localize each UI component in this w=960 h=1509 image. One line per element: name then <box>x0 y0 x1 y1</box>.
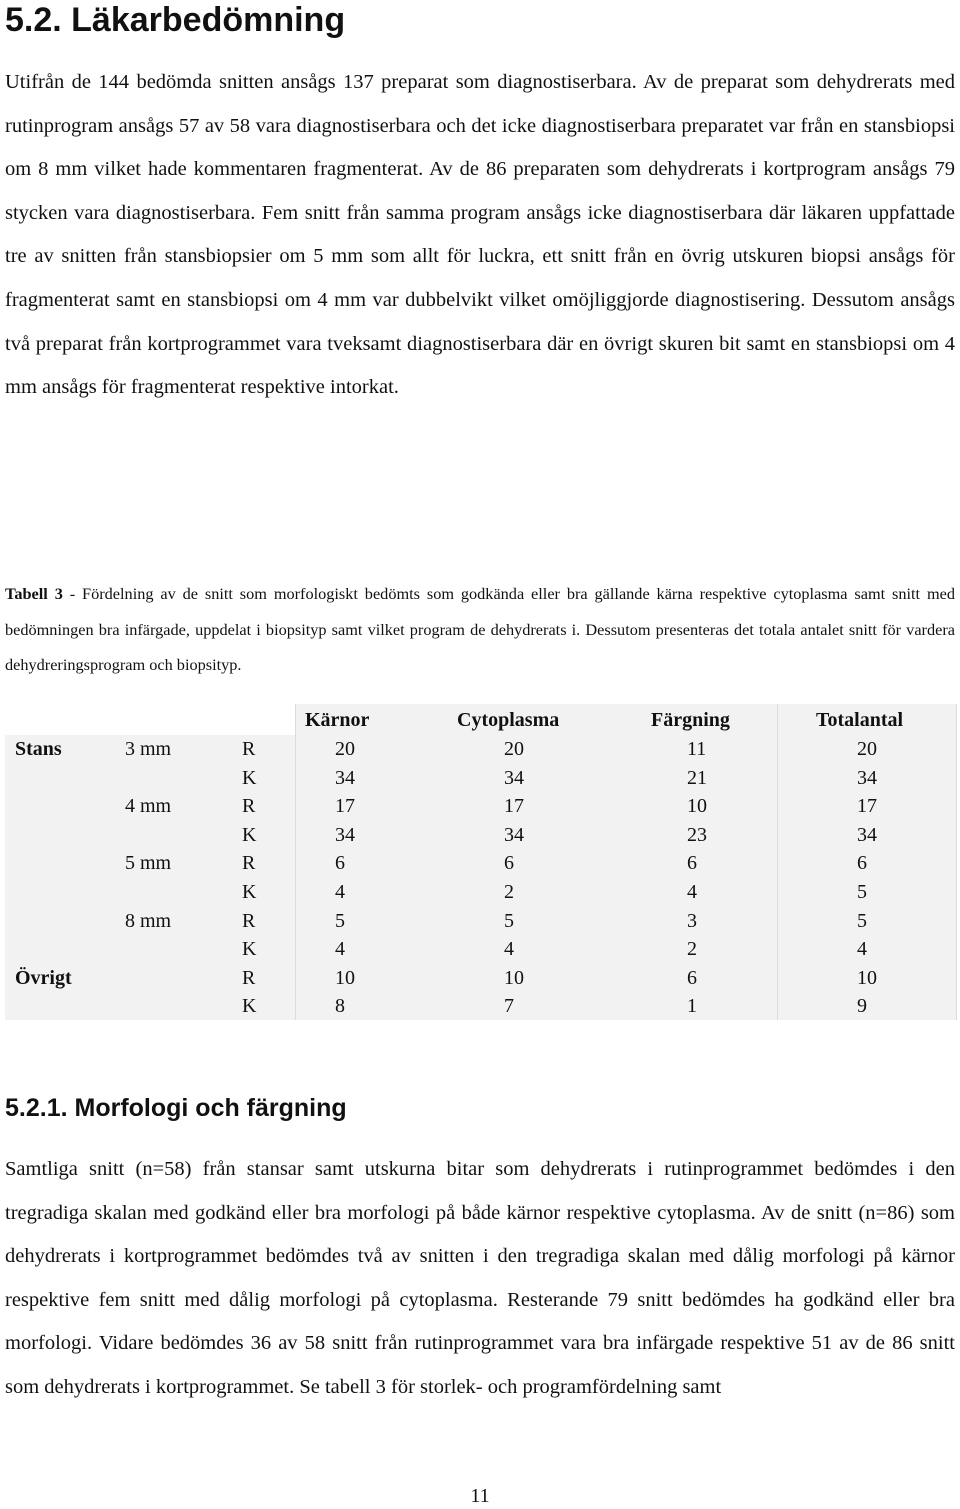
row-size-label: 4 mm <box>125 795 172 818</box>
cell-fargning: 4 <box>687 881 697 903</box>
cell-karnor: 4 <box>335 938 345 961</box>
cell-karnor: 34 <box>335 766 355 789</box>
col-header-karnor: Kärnor <box>305 709 370 731</box>
section-heading: 5.2. Läkarbedömning <box>5 1 346 39</box>
cell-fargning: 21 <box>687 766 707 789</box>
cell-karnor: 17 <box>335 795 355 818</box>
results-table <box>5 704 957 1020</box>
col-header-totalantal: Totalantal <box>816 709 904 731</box>
row-size-label: 5 mm <box>125 852 172 875</box>
cell-karnor: 10 <box>335 966 355 989</box>
cell-cytoplasma: 7 <box>504 995 514 1018</box>
morphology-paragraph: Samtliga snitt (n=58) från stansar samt utskurna bitar som dehydrerats i rutinprogrammet bedömdes i den tregradiga skalan med godkänd eller bra morfologi på både kärnor respektive cytoplasma. Av de snitt (n=86) som dehydrerats i kortprogrammet bedömdes två av snitten i den tregradiga skalan med dålig morfologi på kärnor respektive fem snitt med dålig morfologi på cytoplasma. Resterande 79 snitt bedömdes ha godkänd eller bra morfologi. Vidare bedömdes 36 av 58 snitt från rutinprogrammet vara bra infärgade respektive 51 av de 86 snitt som dehydrerats i kortprogrammet. Se tabell 3 för storlek- och programfördelning samt <box>5 1158 955 1398</box>
cell-karnor: 20 <box>335 738 355 760</box>
cell-cytoplasma: 10 <box>504 966 524 989</box>
table-caption <box>5 576 955 683</box>
col-header-cytoplasma: Cytoplasma <box>457 709 560 731</box>
cell-fargning: 11 <box>687 738 707 760</box>
row-program-label: K <box>242 881 257 903</box>
row-program-label: K <box>242 823 257 846</box>
row-program-label: R <box>242 966 256 989</box>
cell-totalantal: 4 <box>857 938 867 961</box>
row-group-label: Stans <box>15 738 62 760</box>
cell-karnor: 34 <box>335 823 355 846</box>
cell-totalantal: 34 <box>857 766 877 789</box>
page-number: 11 <box>470 1485 490 1507</box>
cell-fargning: 6 <box>687 966 697 989</box>
row-program-label: K <box>242 938 257 961</box>
cell-cytoplasma: 6 <box>504 852 514 875</box>
row-program-label: K <box>242 995 257 1018</box>
cell-karnor: 8 <box>335 995 345 1018</box>
row-program-label: R <box>242 852 256 875</box>
cell-fargning: 6 <box>687 852 697 875</box>
cell-totalantal: 34 <box>857 823 877 846</box>
cell-cytoplasma: 17 <box>504 795 524 818</box>
cell-cytoplasma: 20 <box>504 738 524 760</box>
cell-totalantal: 6 <box>857 852 867 875</box>
table-caption-label: Tabell 3 <box>5 584 63 603</box>
cell-fargning: 2 <box>687 938 697 961</box>
row-size-label: 8 mm <box>125 909 172 932</box>
cell-totalantal: 5 <box>857 881 867 903</box>
row-program-label: R <box>242 738 256 760</box>
row-group-label: Övrigt <box>15 966 72 989</box>
cell-karnor: 6 <box>335 852 345 875</box>
cell-fargning: 10 <box>687 795 707 818</box>
cell-cytoplasma: 34 <box>504 823 524 846</box>
cell-karnor: 4 <box>335 881 345 903</box>
cell-totalantal: 20 <box>857 738 877 760</box>
cell-totalantal: 5 <box>857 909 867 932</box>
row-size-label: 3 mm <box>125 738 172 760</box>
cell-totalantal: 17 <box>857 795 877 818</box>
cell-totalantal: 10 <box>857 966 877 989</box>
cell-totalantal: 9 <box>857 995 867 1018</box>
row-program-label: K <box>242 766 257 789</box>
cell-karnor: 5 <box>335 909 345 932</box>
row-program-label: R <box>242 795 256 818</box>
table-rule <box>777 704 778 1020</box>
cell-cytoplasma: 5 <box>504 909 514 932</box>
cell-fargning: 23 <box>687 823 707 846</box>
subsection-heading: 5.2.1. Morfologi och färgning <box>5 1094 347 1122</box>
intro-paragraph: Utifrån de 144 bedömda snitten ansågs 137 preparat som diagnostiserbara. Av de preparat som dehydrerats med rutinprogram ansågs 57 av 58 vara diagnostiserbara och det icke diagnostiserbara preparatet var från en stansbiopsi om 8 mm vilket hade kommentaren fragmenterat. Av de 86 preparaten som dehydrerats i kortprogram ansågs 79 stycken vara diagnostiserbara. Fem snitt från samma program ansågs icke diagnostiserbara där läkaren uppfattade tre av snitten från stansbiopsier om 5 mm som allt för luckra, ett snitt från en övrig utskuren biopsi ansågs för fragmenterat samt en stansbiopsi om 4 mm var dubbelvikt vilket omöjliggjorde diagnostisering. Dessutom ansågs två preparat från kortprogrammet vara tveksamt diagnostiserbara där en övrigt skuren bit samt en stansbiopsi om 4 mm ansågs för fragmenterat respektive intorkat. <box>5 71 955 399</box>
table-rule <box>295 704 296 1020</box>
cell-cytoplasma: 4 <box>504 938 514 961</box>
col-header-fargning: Färgning <box>651 709 730 731</box>
table-caption-text: - Fördelning av de snitt som morfologiskt bedömts som godkända eller bra gällande kärna respektive cytoplasma samt snitt med bedömningen bra infärgade, uppdelat i biopsityp samt vilket program de dehydrerats i. Dessutom presenteras det totala antalet snitt för vardera dehydreringsprogram och biopsityp. <box>5 584 955 675</box>
table-body-band <box>5 735 957 1020</box>
cell-fargning: 1 <box>687 995 697 1018</box>
table-rule <box>956 704 957 1020</box>
cell-fargning: 3 <box>687 909 697 932</box>
cell-cytoplasma: 2 <box>504 881 514 903</box>
row-program-label: R <box>242 909 256 932</box>
cell-cytoplasma: 34 <box>504 766 524 789</box>
